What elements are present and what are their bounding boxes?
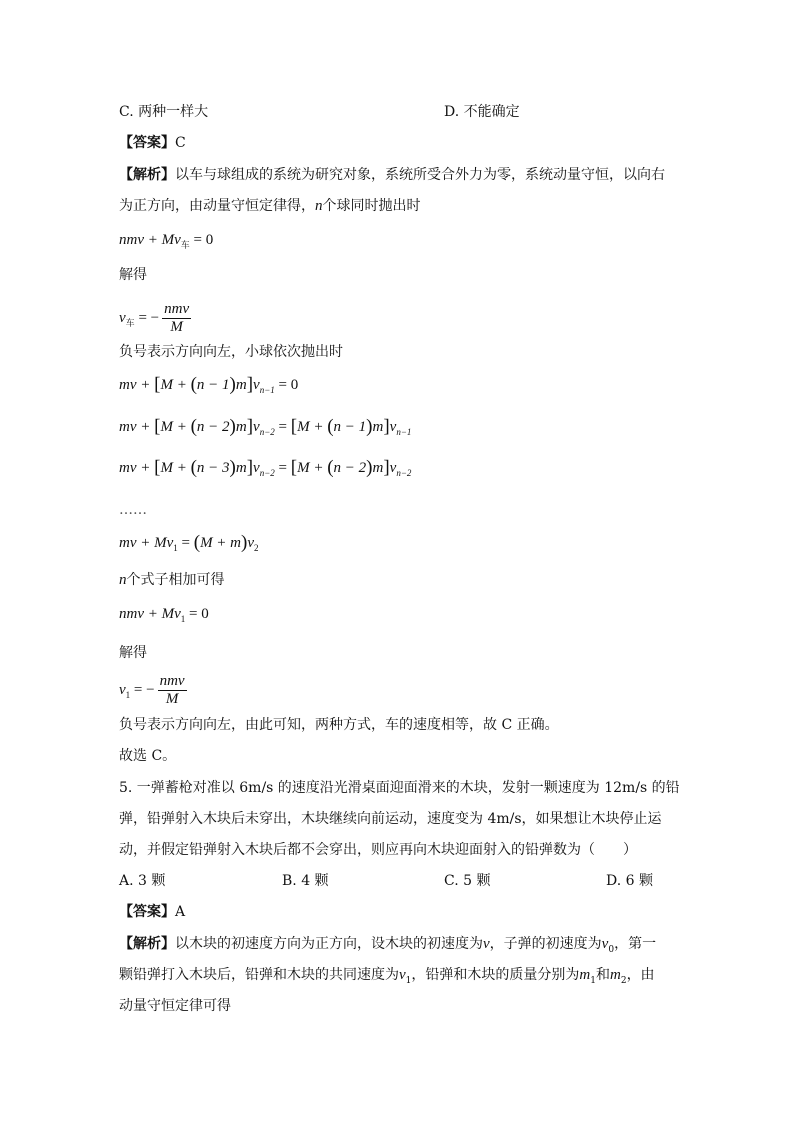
q5-a1a: 以木块的初速度方向为正方向，设木块的初速度为	[175, 936, 483, 952]
q5-a2and: 和	[595, 967, 610, 983]
q5-analysis-label: 【解析】	[119, 936, 175, 952]
equation-7: nmv + $Mv_1 = 0$	[119, 606, 209, 624]
var-v1-sub: 1	[405, 976, 412, 986]
q5-answer-line	[119, 902, 185, 922]
sum-note	[119, 570, 225, 590]
equation-1: nmv + $Mv_车 = 0$	[119, 232, 214, 250]
answer-line	[119, 133, 186, 153]
conclusion: 负号表示方向向左，由此可知，两种方式，车的速度相等，故 C 正确。	[119, 717, 559, 733]
q5-option-c: C. 5 颗	[444, 873, 491, 889]
q5-stem-1: 5. 一弹蓄枪对准以 6m/s 的速度沿光滑桌面迎面滑来的木块，发射一颗速度为 12m/s 的铅	[119, 780, 680, 796]
q5-analysis-line-2	[119, 965, 655, 991]
fraction: $\frac{\text{nmv}}{M}$	[164, 301, 190, 336]
var-m2-sub: 2	[620, 976, 627, 986]
equation-8: $v_1$ = − $\frac{\text{nmv}}{M}$	[119, 673, 185, 708]
equation-3: mv + $[M + (n - 1)m]v_{n-1} = 0$	[119, 374, 299, 395]
final-choice: 故选 C。	[119, 748, 177, 764]
var-n: n	[315, 198, 323, 214]
var-m1-sub: 1	[590, 976, 596, 986]
option-d: D. 不能确定	[444, 104, 520, 120]
equation-2: $v_车$ = − $\frac{\text{nmv}}{M}$	[119, 301, 190, 336]
solve-label-1: 解得	[119, 267, 147, 283]
q5-a2c: ，由	[626, 967, 655, 983]
sum-text: 个式子相加可得	[126, 572, 225, 588]
ellipsis: ……	[119, 502, 147, 518]
analysis-text-1: 以车与球组成的系统为研究对象，系统所受合外力为零，系统动量守恒，以向右	[175, 167, 665, 183]
solve-label-2: 解得	[119, 645, 147, 661]
q5-option-b: B. 4 颗	[282, 873, 329, 889]
var-v: v	[483, 936, 490, 952]
equation-5: mv + $[M + (n - 3)m]v_{n-2} = [M + (n - 2)m]v_{n-2}$	[119, 457, 412, 478]
var-v0: v	[601, 936, 609, 952]
analysis-line-2	[119, 196, 421, 216]
var-m2: m	[609, 967, 621, 983]
analysis-text-2a: 为正方向，由动量守恒定律得，	[119, 198, 315, 214]
option-c: C. 两种一样大	[119, 104, 209, 120]
answer-value: C	[175, 135, 186, 151]
q5-a1c: ，第一	[614, 936, 657, 952]
var-v0-sub: 0	[608, 945, 615, 955]
var-n-2: n	[119, 572, 127, 588]
analysis-text-2b: 个球同时抛出时	[322, 198, 421, 214]
q5-stem-3: 动，并假定铅弹射入木块后都不会穿出，则应再向木块迎面射入的铅弹数为（ ）	[119, 842, 637, 858]
var-m1: m	[579, 967, 591, 983]
q5-option-d: D. 6 颗	[606, 873, 653, 889]
q5-a2a: 颗铅弹打入木块后，铅弹和木块的共同速度为	[119, 967, 399, 983]
q5-analysis-line-3: 动量守恒定律可得	[119, 998, 231, 1014]
equation-6: mv + $Mv_1 = (M + m)v_2$	[119, 532, 259, 553]
analysis-line-1	[119, 165, 665, 185]
var-v1: v	[399, 967, 406, 983]
q5-a1b: ，子弹的初速度为	[489, 936, 602, 952]
q5-answer-label: 【答案】	[119, 904, 175, 920]
analysis-label: 【解析】	[119, 167, 175, 183]
q5-a2b: ，铅弹和木块的质量分别为	[411, 967, 580, 983]
fraction-2: $\frac{\text{nmv}}{M}$	[159, 673, 185, 708]
equation-4: mv + $[M + (n - 2)m]v_{n-2} = [M + (n - 1)m]v_{n-1}$	[119, 416, 412, 437]
q5-stem-2: 弹，铅弹射入木块后未穿出，木块继续向前运动，速度变为 4m/s，如果想让木块停止运	[119, 811, 662, 827]
answer-label: 【答案】	[119, 135, 175, 151]
negative-note-1: 负号表示方向向左，小球依次抛出时	[119, 344, 343, 360]
q5-answer-value: A	[175, 904, 186, 920]
q5-option-a: A. 3 颗	[119, 873, 166, 889]
q5-analysis-line-1	[119, 934, 656, 960]
